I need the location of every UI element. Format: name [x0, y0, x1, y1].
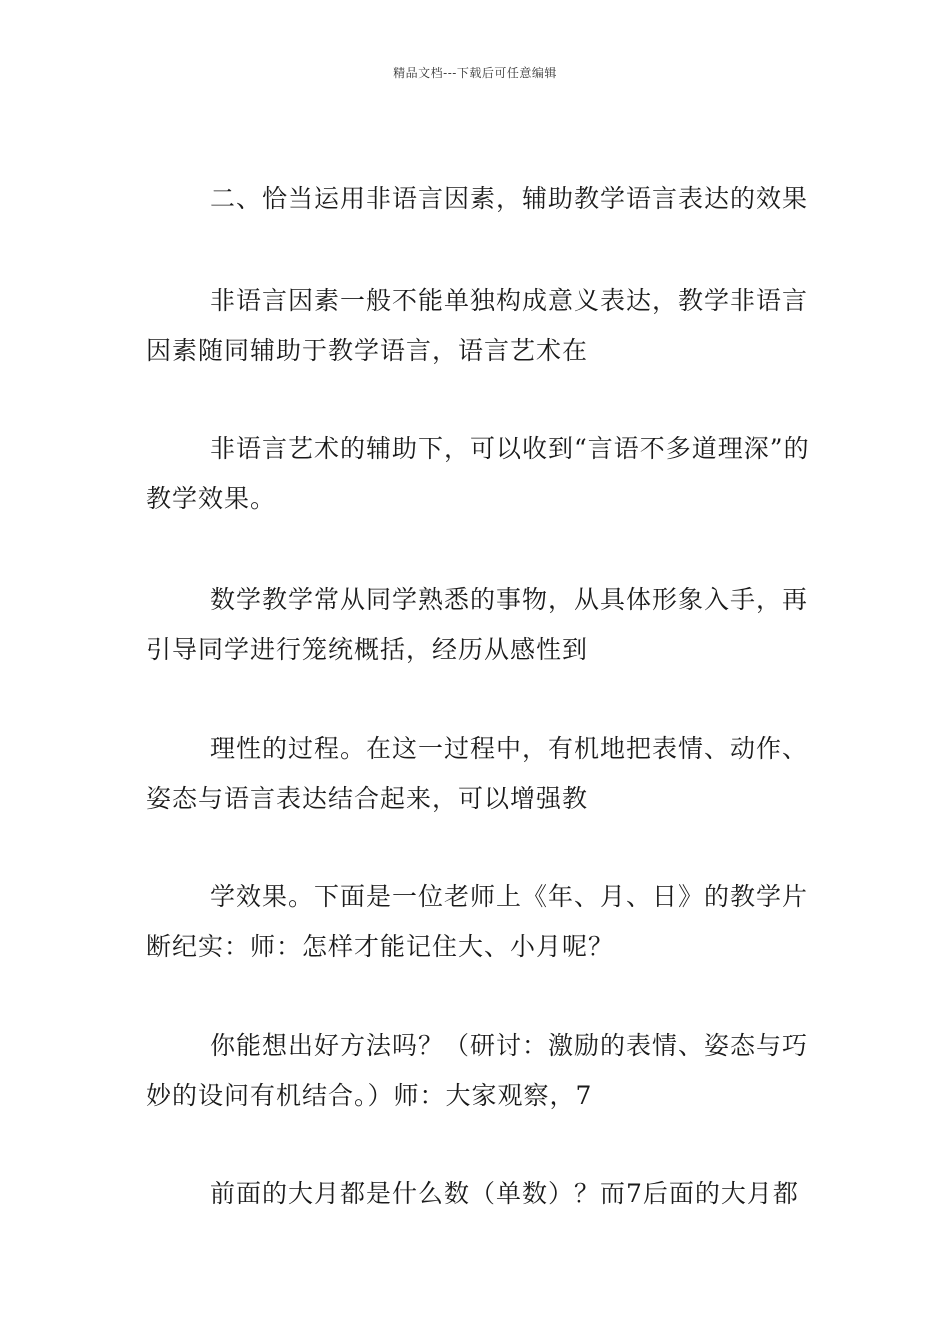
paragraph-5: 学效果。下面是一位老师上《年、月、日》的教学片断纪实：师：怎样才能记住大、小月呢？ — [146, 882, 809, 961]
section-heading: 二、恰当运用非语言因素，辅助教学语言表达的效果 — [210, 184, 809, 213]
paragraph-3: 数学教学常从同学熟悉的事物，从具体形象入手，再引导同学进行笼统概括，经历从感性到 — [146, 585, 809, 664]
paragraph-6: 你能想出好方法吗？（研讨：激励的表情、姿态与巧妙的设问有机结合。）师：大家观察，7 — [146, 1031, 809, 1110]
paragraph-1: 非语言因素一般不能单独构成意义表达，教学非语言因素随同辅助于教学语言，语言艺术在 — [146, 286, 809, 365]
page-header: 精品文档---下载后可任意编辑 — [393, 66, 557, 80]
paragraph-7: 前面的大月都是什么数（单数）？而7后面的大月都 — [210, 1179, 799, 1208]
paragraph-2: 非语言艺术的辅助下，可以收到“言语不多道理深”的教学效果。 — [146, 434, 810, 513]
paragraph-4: 理性的过程。在这一过程中，有机地把表情、动作、姿态与语言表达结合起来，可以增强教 — [146, 734, 809, 813]
